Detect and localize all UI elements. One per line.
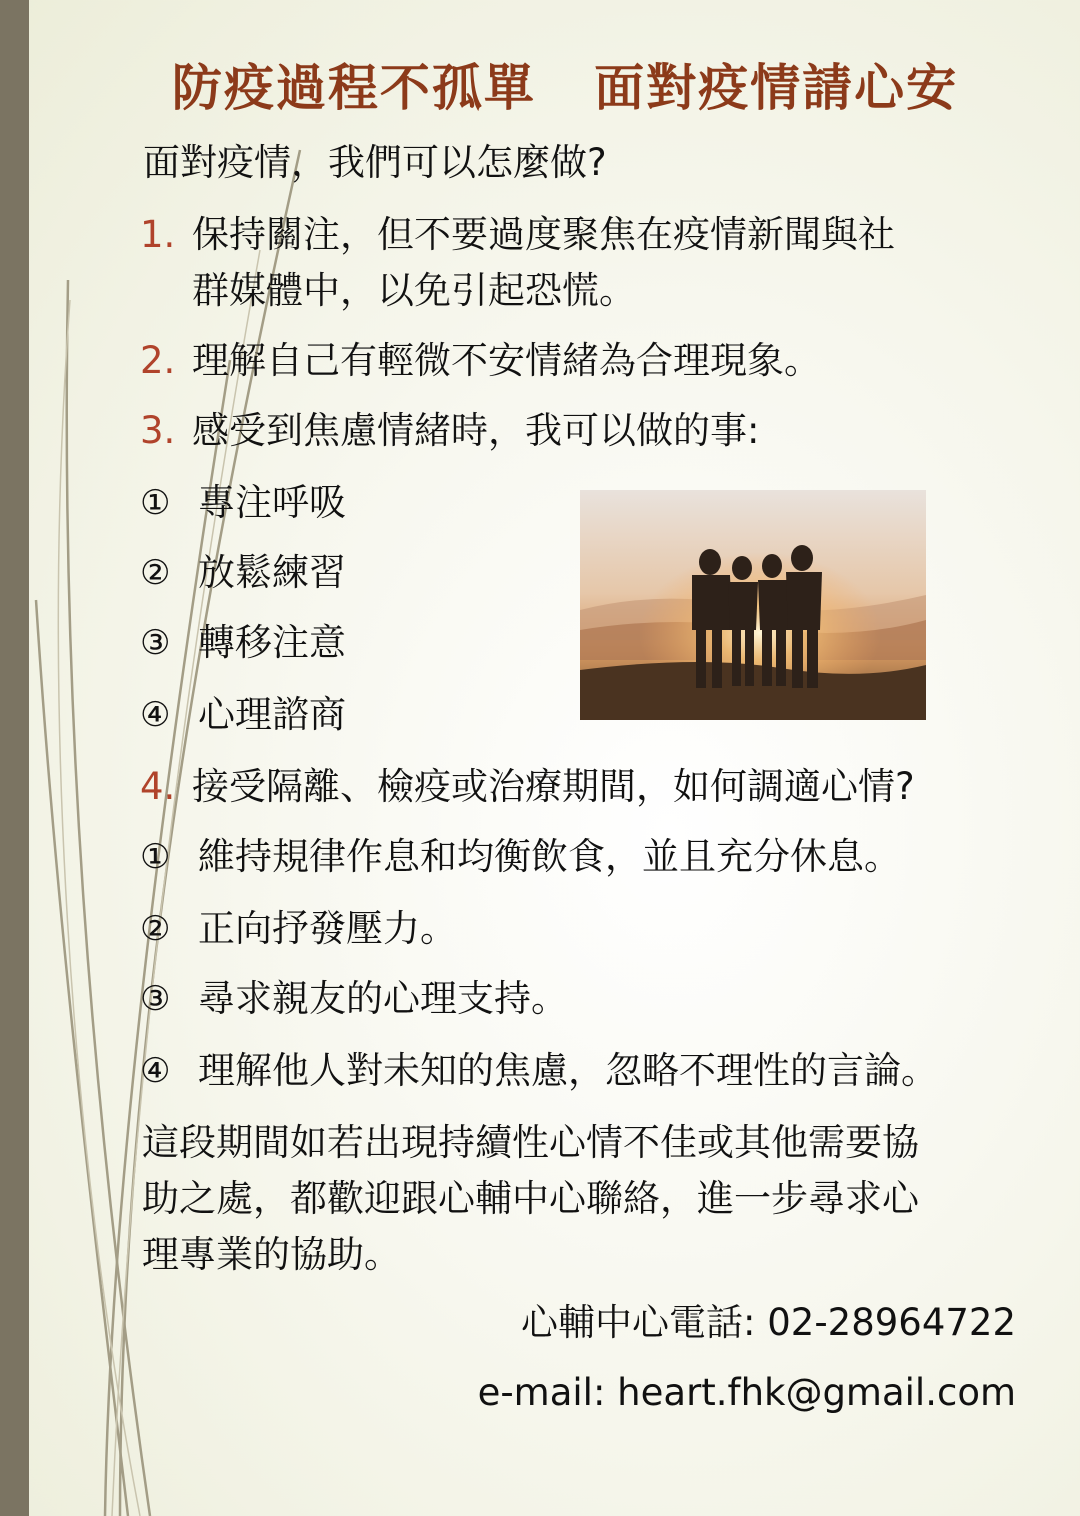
- item-2-text: 理解自己有輕微不安情緒為合理現象。: [192, 339, 821, 382]
- isolation-tip-marker: ④: [140, 1051, 171, 1091]
- anxiety-action-marker: ②: [140, 553, 171, 593]
- contact-email[interactable]: e-mail: heart.fhk@gmail.com: [477, 1371, 1016, 1414]
- isolation-tip-text: 理解他人對未知的焦慮，忽略不理性的言論。: [198, 1049, 938, 1092]
- contact-phone: 心輔中心電話: 02-28964722: [521, 1301, 1016, 1344]
- item-number-4: 4.: [140, 765, 176, 808]
- left-sidebar-bar: [0, 0, 29, 1516]
- anxiety-action-marker: ④: [140, 695, 171, 735]
- poster-title: 防疫過程不孤單 面對疫情請心安: [171, 59, 959, 117]
- item-4-text: 接受隔離、檢疫或治療期間，如何調適心情?: [192, 765, 915, 808]
- anxiety-action-text: 轉移注意: [198, 621, 346, 664]
- anxiety-action-marker: ①: [140, 483, 171, 523]
- isolation-tip-marker: ②: [140, 909, 171, 949]
- closing-line-1: 這段期間如若出現持續性心情不佳或其他需要協: [142, 1121, 919, 1164]
- closing-line-3: 理專業的協助。: [142, 1233, 401, 1276]
- item-number-3: 3.: [140, 409, 176, 452]
- friends-sunset-photo: [580, 490, 926, 720]
- question-heading: 面對疫情，我們可以怎麼做?: [143, 141, 607, 184]
- item-1-line-2: 群媒體中，以免引起恐慌。: [192, 269, 636, 312]
- isolation-tip-marker: ③: [140, 979, 171, 1019]
- closing-line-2: 助之處，都歡迎跟心輔中心聯絡，進一步尋求心: [142, 1177, 919, 1220]
- anxiety-action-text: 專注呼吸: [198, 481, 346, 524]
- isolation-tip-text: 維持規律作息和均衡飲食，並且充分休息。: [198, 835, 901, 878]
- isolation-tip-marker: ①: [140, 837, 171, 877]
- anxiety-action-text: 心理諮商: [198, 693, 346, 736]
- item-number-1: 1.: [140, 213, 176, 256]
- item-1-line-1: 保持關注，但不要過度聚焦在疫情新聞與社: [192, 213, 895, 256]
- anxiety-action-marker: ③: [140, 623, 171, 663]
- item-3-text: 感受到焦慮情緒時，我可以做的事:: [192, 409, 760, 452]
- isolation-tip-text: 尋求親友的心理支持。: [198, 977, 568, 1020]
- isolation-tip-text: 正向抒發壓力。: [198, 907, 457, 950]
- anxiety-action-text: 放鬆練習: [198, 551, 346, 594]
- item-number-2: 2.: [140, 339, 176, 382]
